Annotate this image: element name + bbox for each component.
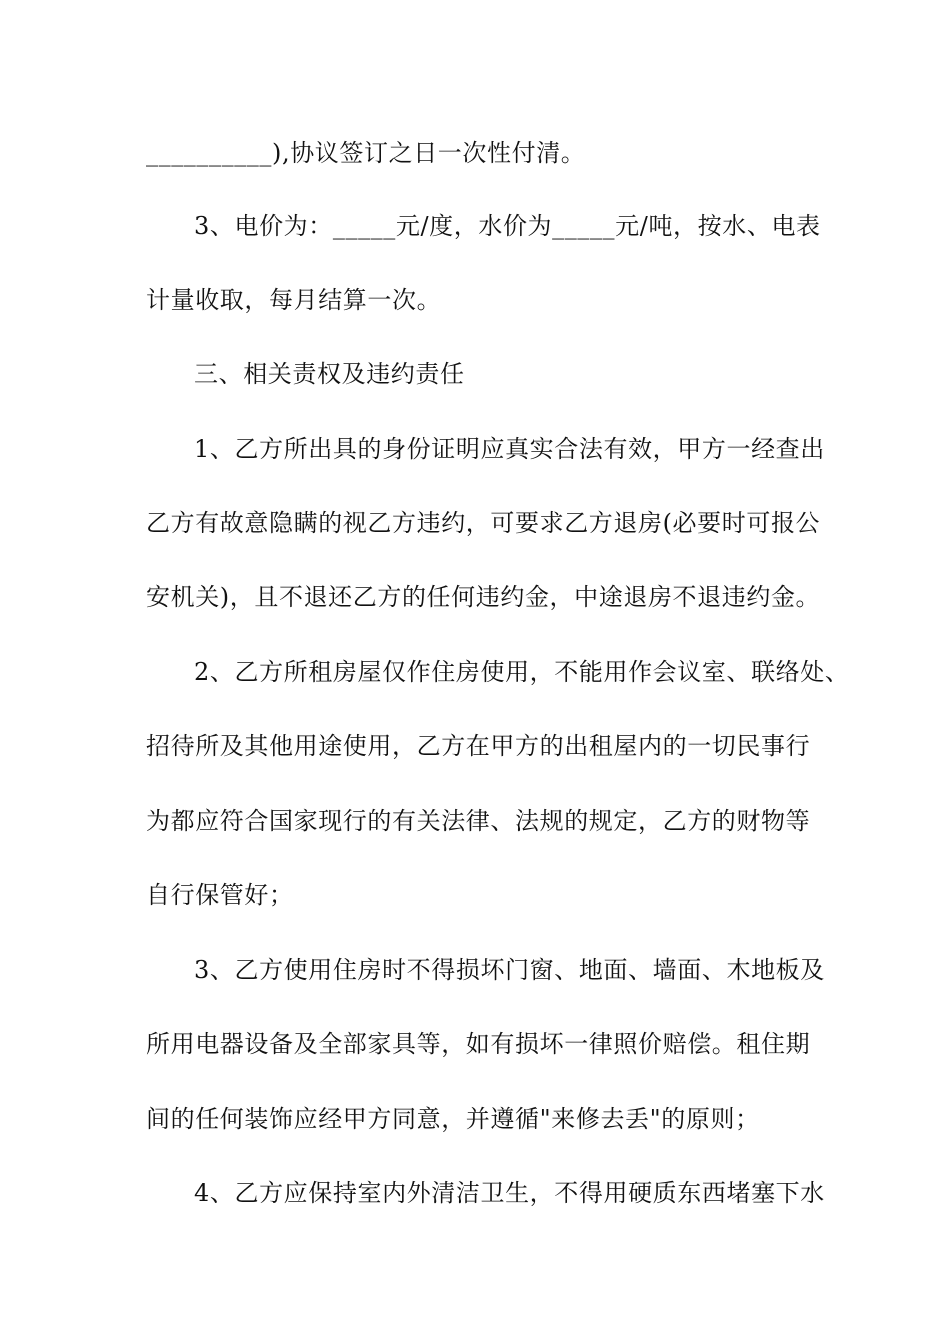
text-line-1: __________),协议签订之日一次性付清。: [146, 139, 586, 167]
text-line-5: 1、乙方所出具的身份证明应真实合法有效，甲方一经查出: [194, 435, 825, 463]
text-line-8: 2、乙方所租房屋仅作住房使用，不能用作会议室、联络处、: [194, 658, 850, 686]
text-line-2: 3、电价为：_____元/度，水价为_____元/吨，按水、电表: [194, 212, 821, 240]
text-line-11: 自行保管好；: [146, 881, 294, 909]
text-line-6: 乙方有故意隐瞒的视乙方违约，可要求乙方退房(必要时可报公: [146, 509, 821, 537]
text-line-12: 3、乙方使用住房时不得损坏门窗、地面、墙面、木地板及: [194, 956, 825, 984]
text-line-10: 为都应符合国家现行的有关法律、法规的规定，乙方的财物等: [146, 807, 811, 835]
section-heading: 三、相关责权及违约责任: [194, 360, 465, 388]
text-line-14: 间的任何装饰应经甲方同意，并遵循"来修去丢"的原则；: [146, 1105, 760, 1133]
text-line-13: 所用电器设备及全部家具等，如有损坏一律照价赔偿。租住期: [146, 1030, 811, 1058]
text-line-3: 计量收取，每月结算一次。: [146, 286, 442, 314]
text-line-7: 安机关)，且不退还乙方的任何违约金，中途退房不退违约金。: [146, 583, 821, 611]
text-line-15: 4、乙方应保持室内外清洁卫生，不得用硬质东西堵塞下水: [194, 1179, 825, 1207]
text-line-9: 招待所及其他用途使用，乙方在甲方的出租屋内的一切民事行: [146, 732, 811, 760]
